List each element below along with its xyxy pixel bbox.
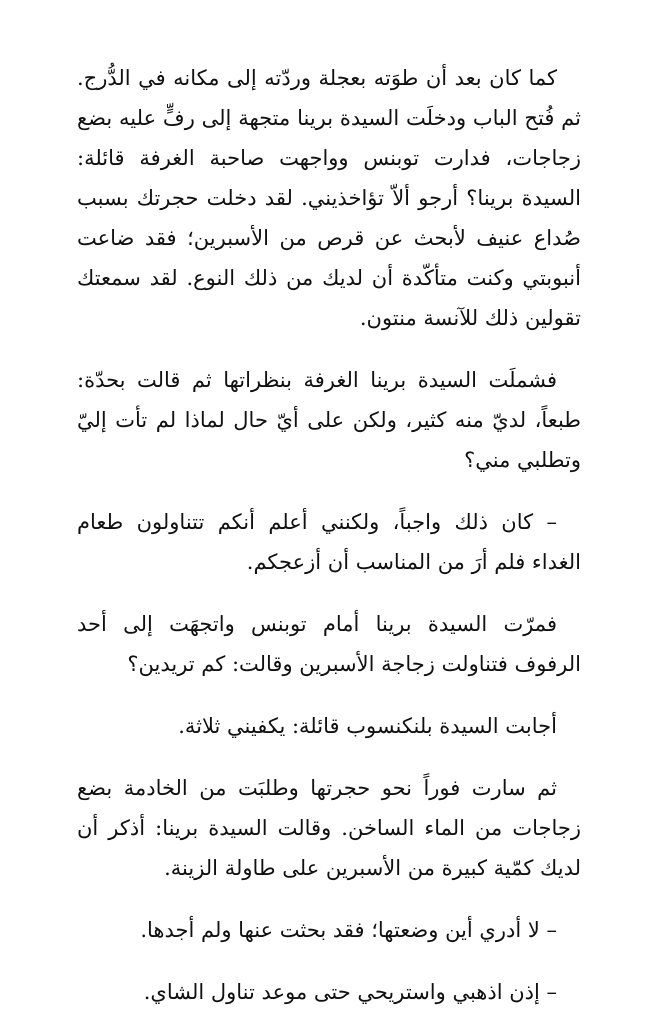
paragraph-6: ثم سارت فوراً نحو حجرتها وطلبَت من الخادمة بضع زجاجات من الماء الساخن. وقالت السيدة برينا: أذكر أن لديك كمّية كبيرة من الأسبرين على طاولة الزينة. [77,776,581,880]
book-page [77,58,581,1034]
paragraph-3: – كان ذلك واجباً، ولكنني أعلم أنكم تتناولون طعام الغداء فلم أرَ من المناسب أن أزعجكم. [77,510,581,574]
paragraph-7: – لا أدري أين وضعتها؛ فقد بحثت عنها ولم أجدها. [140,918,557,942]
paragraph-5: أجابت السيدة بلنكنسوب قائلة: يكفيني ثلاثة. [178,714,557,738]
paragraph-4: فمرّت السيدة برينا أمام توبنس واتجهَت إلى أحد الرفوف فتناولت زجاجة الأسبرين وقالت: كم تريدين؟ [77,612,581,676]
paragraph-1: كما كان بعد أن طوَته بعجلة وردّته إلى مكانه في الدُّرج. ثم فُتح الباب ودخلَت السيدة برينا متجهة إلى رفٍّ عليه بضع زجاجات، فدارت توبنس وواجهت صاحبة الغرفة قائلة: السيدة برينا؟ أرجو ألاّ تؤاخذيني. لقد دخلت حجرتك بسبب صُداع عنيف لأبحث عن قرص من الأسبرين؛ فقد ضاعت أنبوبتي وكنت متأكّدة أن لديك من ذلك النوع. لقد سمعتك تقولين ذلك للآنسة منتون. [77,66,581,330]
paragraph-2: فشملَت السيدة برينا الغرفة بنظراتها ثم قالت بحدّة: طبعاً، لديّ منه كثير، ولكن على أيّ حال لماذا لم تأت إليّ وتطلبي مني؟ [77,368,581,472]
paragraph-8: – إذن اذهبي واستريحي حتى موعد تناول الشاي. [143,980,557,1004]
